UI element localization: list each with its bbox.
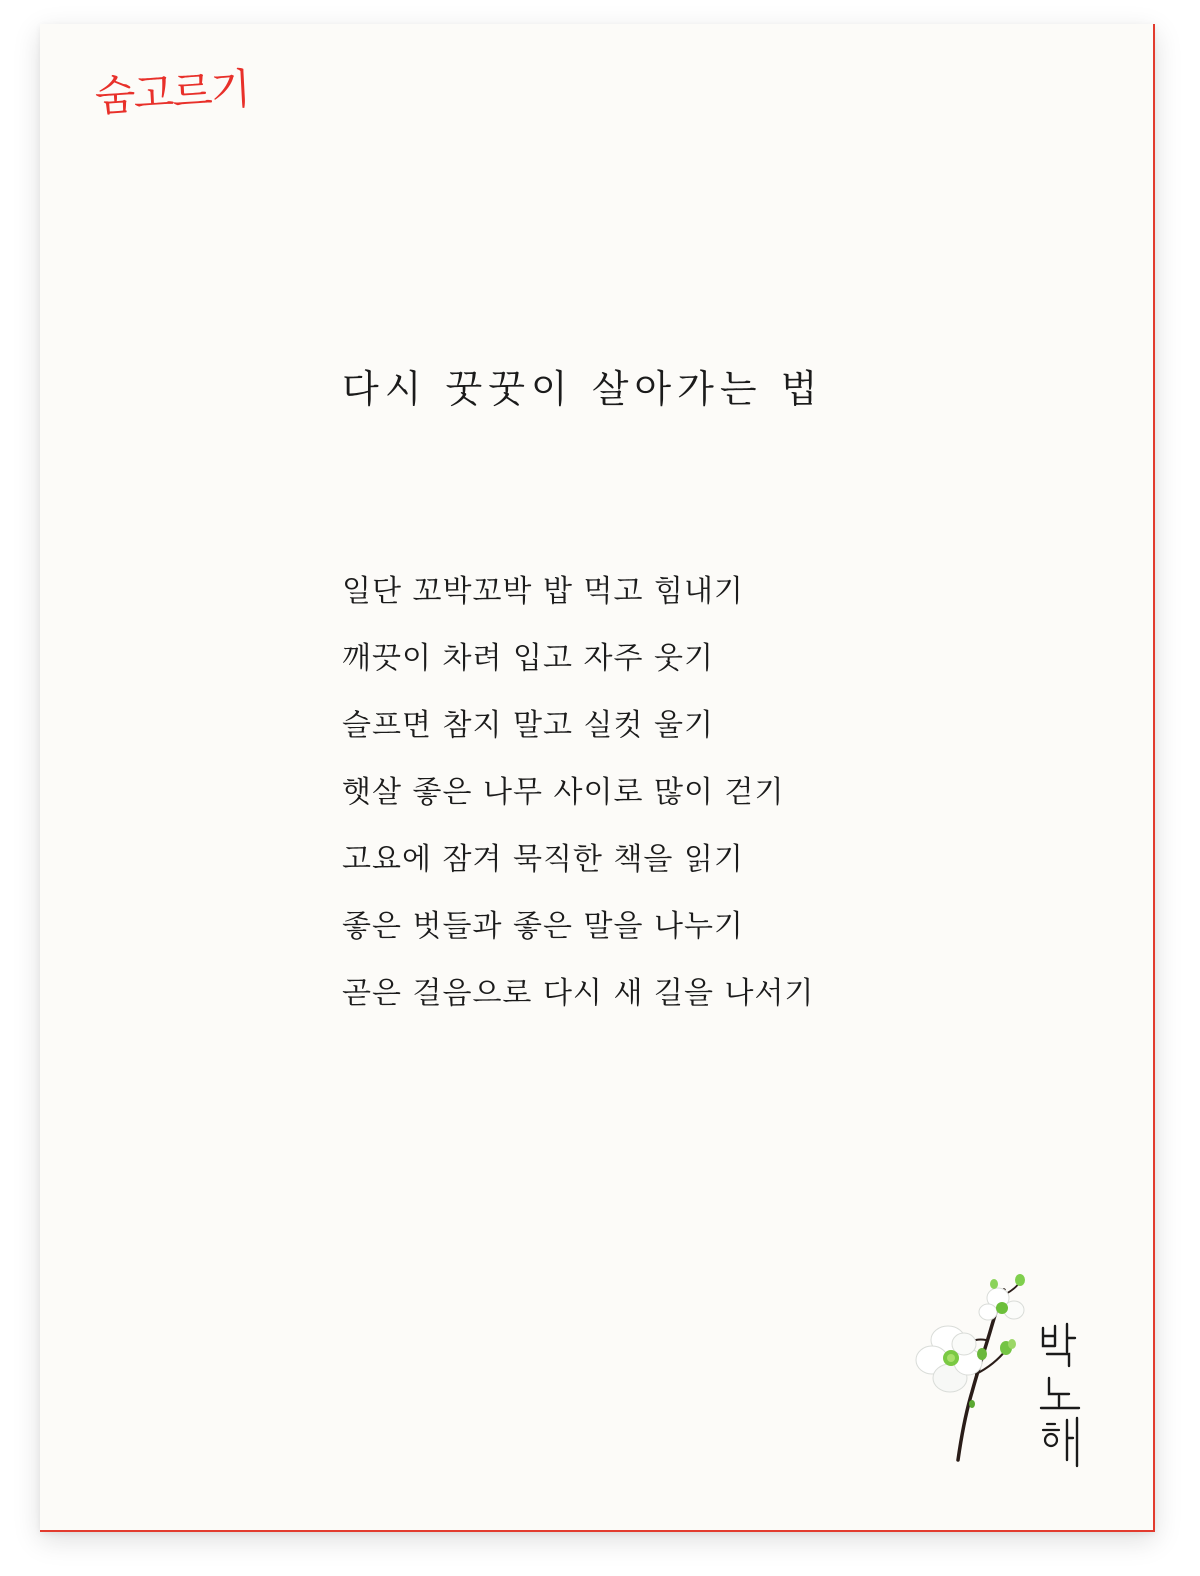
- poem-line: 슬프면 참지 말고 실컷 울기: [342, 708, 714, 743]
- author-name: 박노해: [1035, 1320, 1038, 1321]
- author-signature: [1035, 1320, 1085, 1470]
- poem-line: 일단 꼬박꼬박 밥 먹고 힘내기: [342, 574, 744, 609]
- blossom-branch-icon: [906, 1252, 1026, 1462]
- poem-line: 깨끗이 차려 입고 자주 웃기: [342, 641, 714, 676]
- poem-line: 햇살 좋은 나무 사이로 많이 걷기: [342, 775, 785, 810]
- poem-line: 곧은 걸음으로 다시 새 길을 나서기: [342, 976, 815, 1011]
- poem-title: 다시 꿋꿋이 살아가는 법: [342, 367, 824, 411]
- poem-line: 고요에 잠겨 묵직한 책을 읽기: [342, 842, 744, 877]
- brand-logo: 숨고르기: [93, 63, 251, 121]
- poem-card: [40, 24, 1155, 1532]
- poem-body: [342, 572, 814, 1041]
- poem-line: 좋은 벗들과 좋은 말을 나누기: [342, 909, 744, 944]
